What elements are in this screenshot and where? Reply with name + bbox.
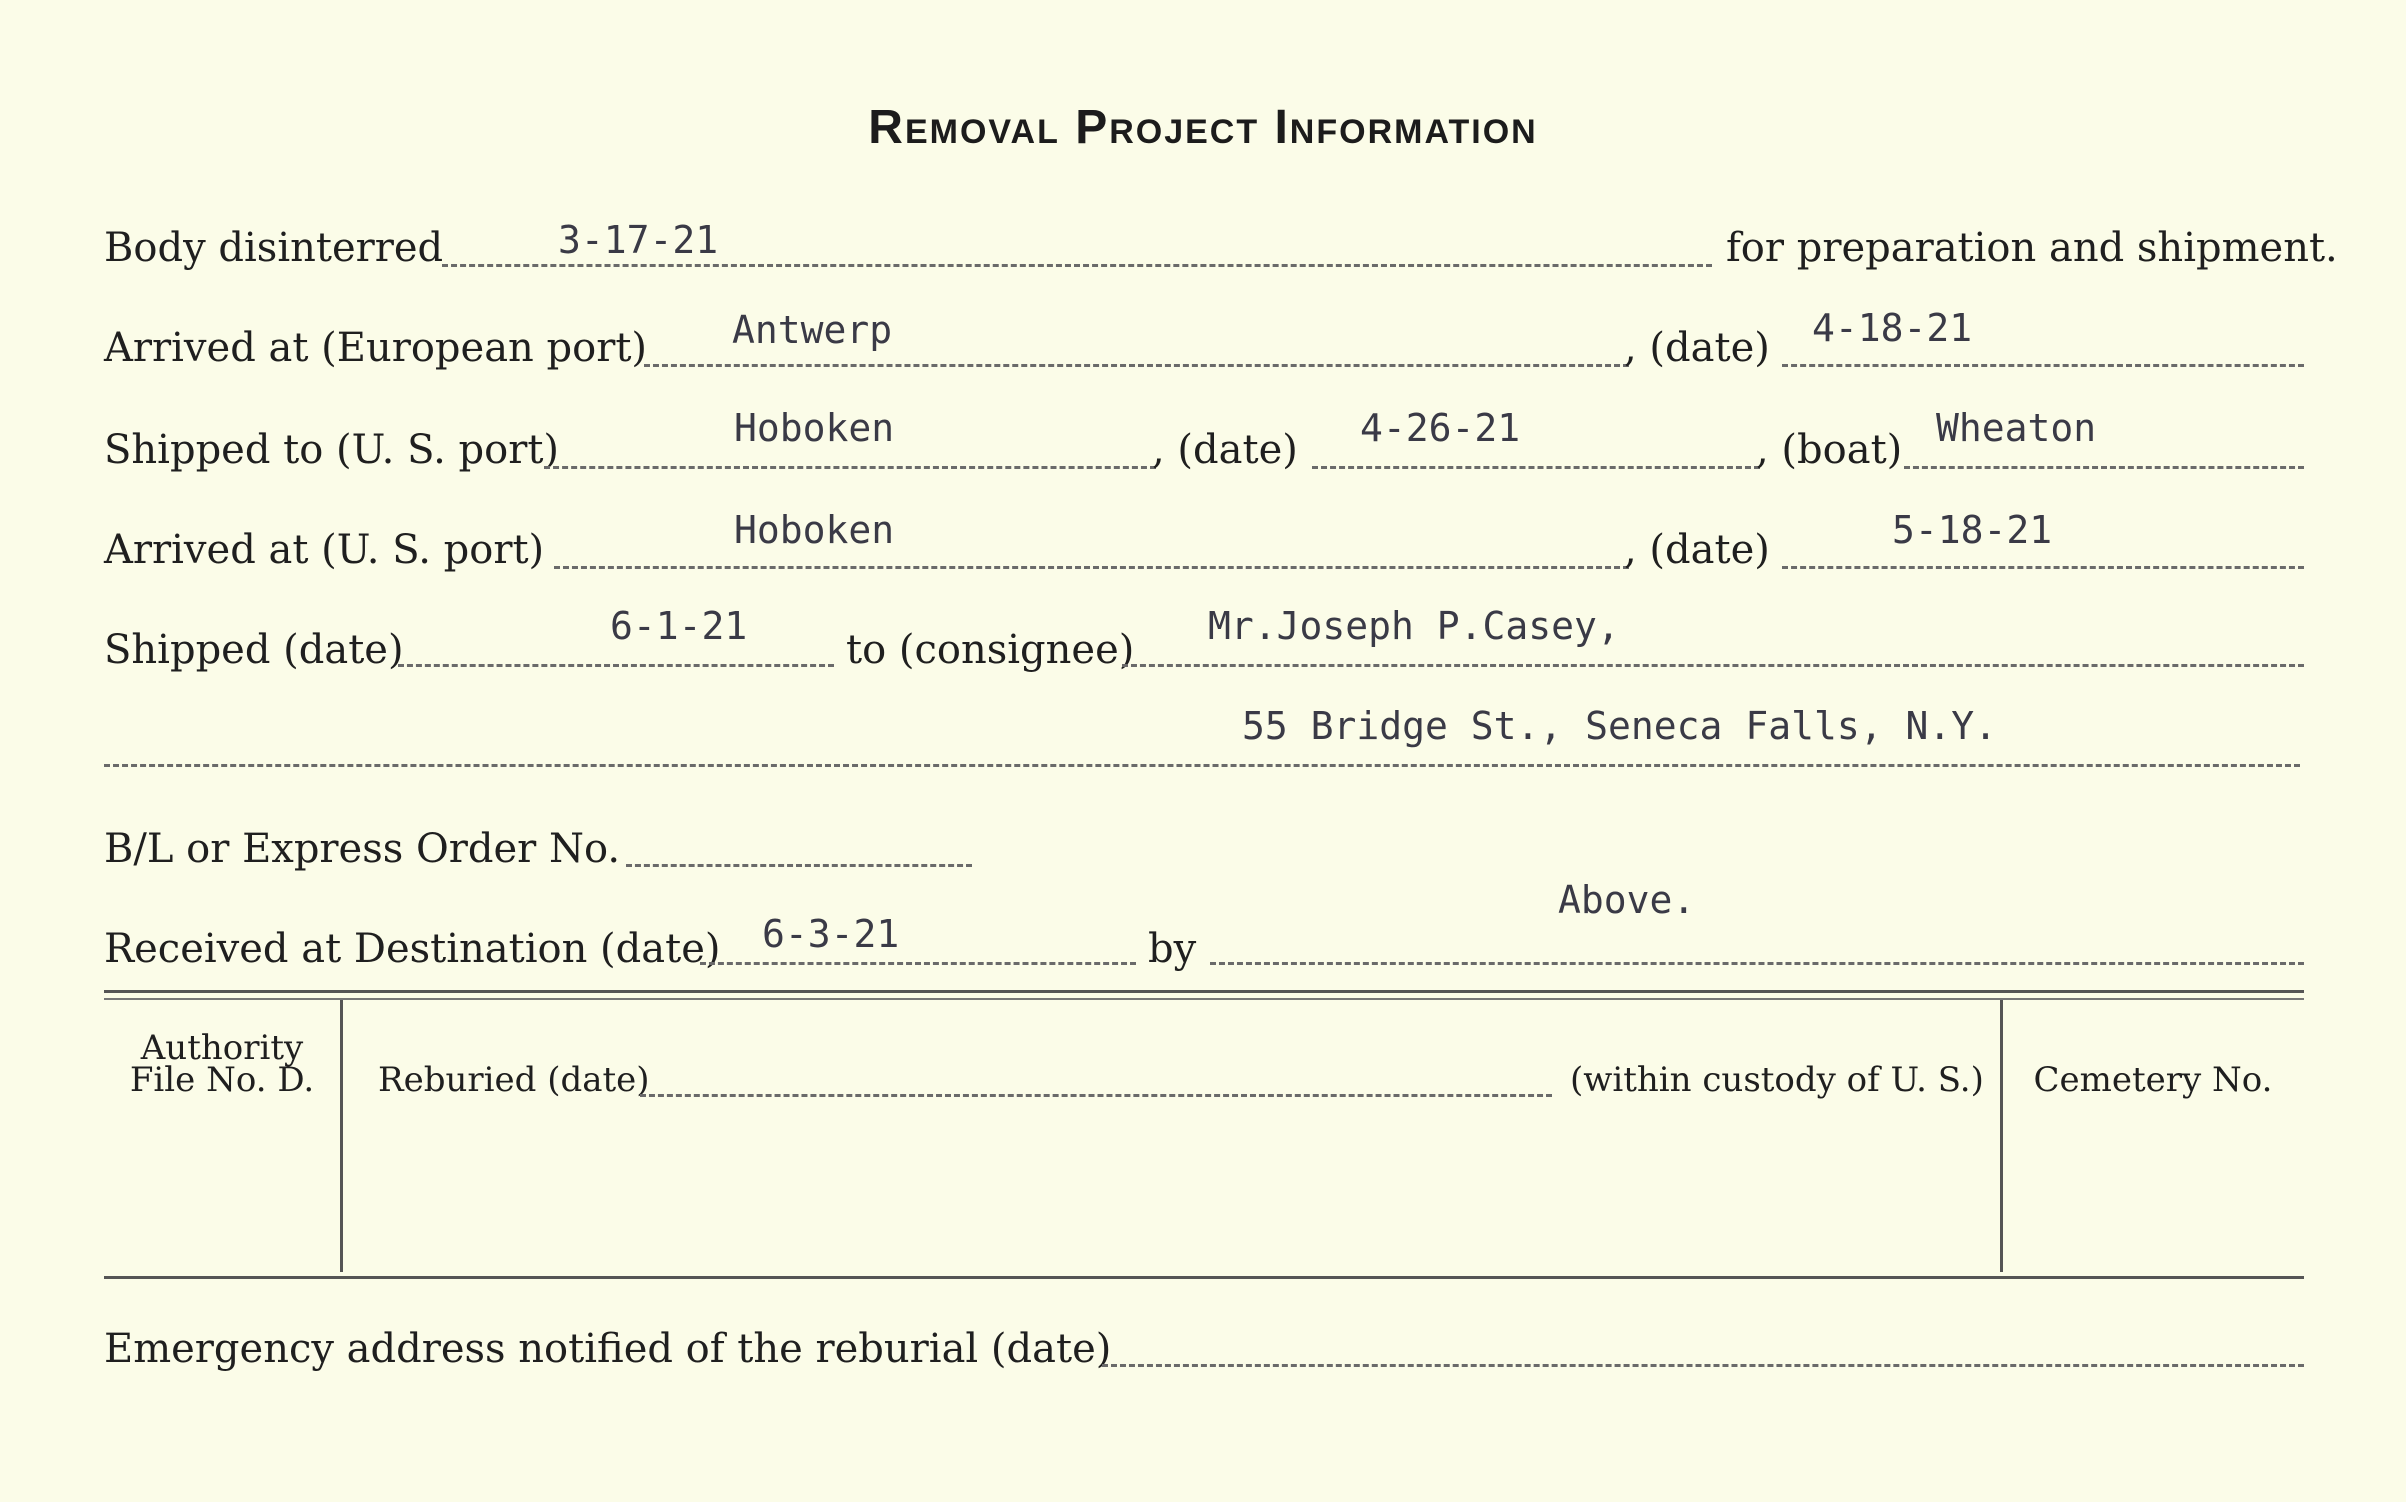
cemetery-label: Cemetery No.: [2033, 1060, 2273, 1100]
shipped-date-line: [398, 664, 834, 667]
table-divider-right: [2000, 1000, 2003, 1272]
shipped-us-label: Shipped to (U. S. port): [104, 427, 559, 473]
reburied-label: Reburied (date): [378, 1060, 650, 1100]
disinterred-value: 3-17-21: [558, 218, 719, 262]
authority-label-1: Authority: [140, 1028, 304, 1068]
bl-label: B/L or Express Order No.: [104, 826, 621, 872]
table-top-rule: [104, 990, 2304, 993]
consignee-address: 55 Bridge St., Seneca Falls, N.Y.: [1242, 704, 1997, 748]
received-label: Received at Destination (date): [104, 926, 721, 972]
shipped-us-boat-line: [1904, 466, 2304, 469]
arrived-eu-label: Arrived at (European port): [104, 325, 648, 371]
table-divider-left: [340, 1000, 343, 1272]
arrived-eu-port: Antwerp: [732, 308, 893, 352]
shipped-us-date-line: [1312, 466, 1760, 469]
consignee-label: to (consignee): [846, 627, 1135, 673]
shipped-us-boat: Wheaton: [1936, 406, 2097, 450]
consignee-name: Mr.Joseph P.Casey,: [1208, 604, 1620, 648]
arrived-us-label: Arrived at (U. S. port): [104, 527, 545, 573]
shipped-date-label: Shipped (date): [104, 627, 404, 673]
received-by-line: [1210, 962, 2304, 965]
emergency-line: [1102, 1364, 2304, 1367]
arrived-eu-line: [644, 364, 1629, 367]
arrived-eu-date-label: , (date): [1624, 325, 1770, 371]
address-line: [104, 764, 2300, 767]
reburied-line: [640, 1094, 1552, 1097]
bl-line: [626, 864, 972, 867]
shipped-date: 6-1-21: [610, 604, 748, 648]
shipped-us-boat-label: , (boat): [1756, 427, 1903, 473]
page-title: Removal Project Information: [868, 101, 1538, 154]
received-by: Above.: [1558, 878, 1696, 922]
received-by-label: by: [1148, 926, 1197, 972]
disinterred-suffix: for preparation and shipment.: [1726, 225, 2338, 271]
received-date: 6-3-21: [762, 912, 900, 956]
arrived-us-date: 5-18-21: [1892, 508, 2053, 552]
arrived-us-port: Hoboken: [734, 508, 895, 552]
shipped-us-port: Hoboken: [734, 406, 895, 450]
arrived-us-date-label: , (date): [1624, 527, 1770, 573]
shipped-us-date-label: , (date): [1152, 427, 1298, 473]
authority-label-2: File No. D.: [129, 1060, 315, 1100]
disinterred-line: [442, 264, 1712, 267]
shipped-us-line: [544, 466, 1156, 469]
consignee-line: [1122, 664, 2304, 667]
shipped-us-date: 4-26-21: [1360, 406, 1521, 450]
arrived-eu-date-line: [1782, 364, 2304, 367]
arrived-eu-date: 4-18-21: [1812, 306, 1973, 350]
table-top-rule-2: [104, 998, 2304, 1000]
custody-label: (within custody of U. S.): [1570, 1060, 1984, 1100]
arrived-us-line: [554, 566, 1629, 569]
emergency-label: Emergency address notified of the reburial (date): [104, 1326, 1112, 1372]
disinterred-label: Body disinterred: [104, 225, 444, 271]
arrived-us-date-line: [1782, 566, 2304, 569]
table-bottom-rule: [104, 1276, 2304, 1279]
received-date-line: [700, 962, 1136, 965]
